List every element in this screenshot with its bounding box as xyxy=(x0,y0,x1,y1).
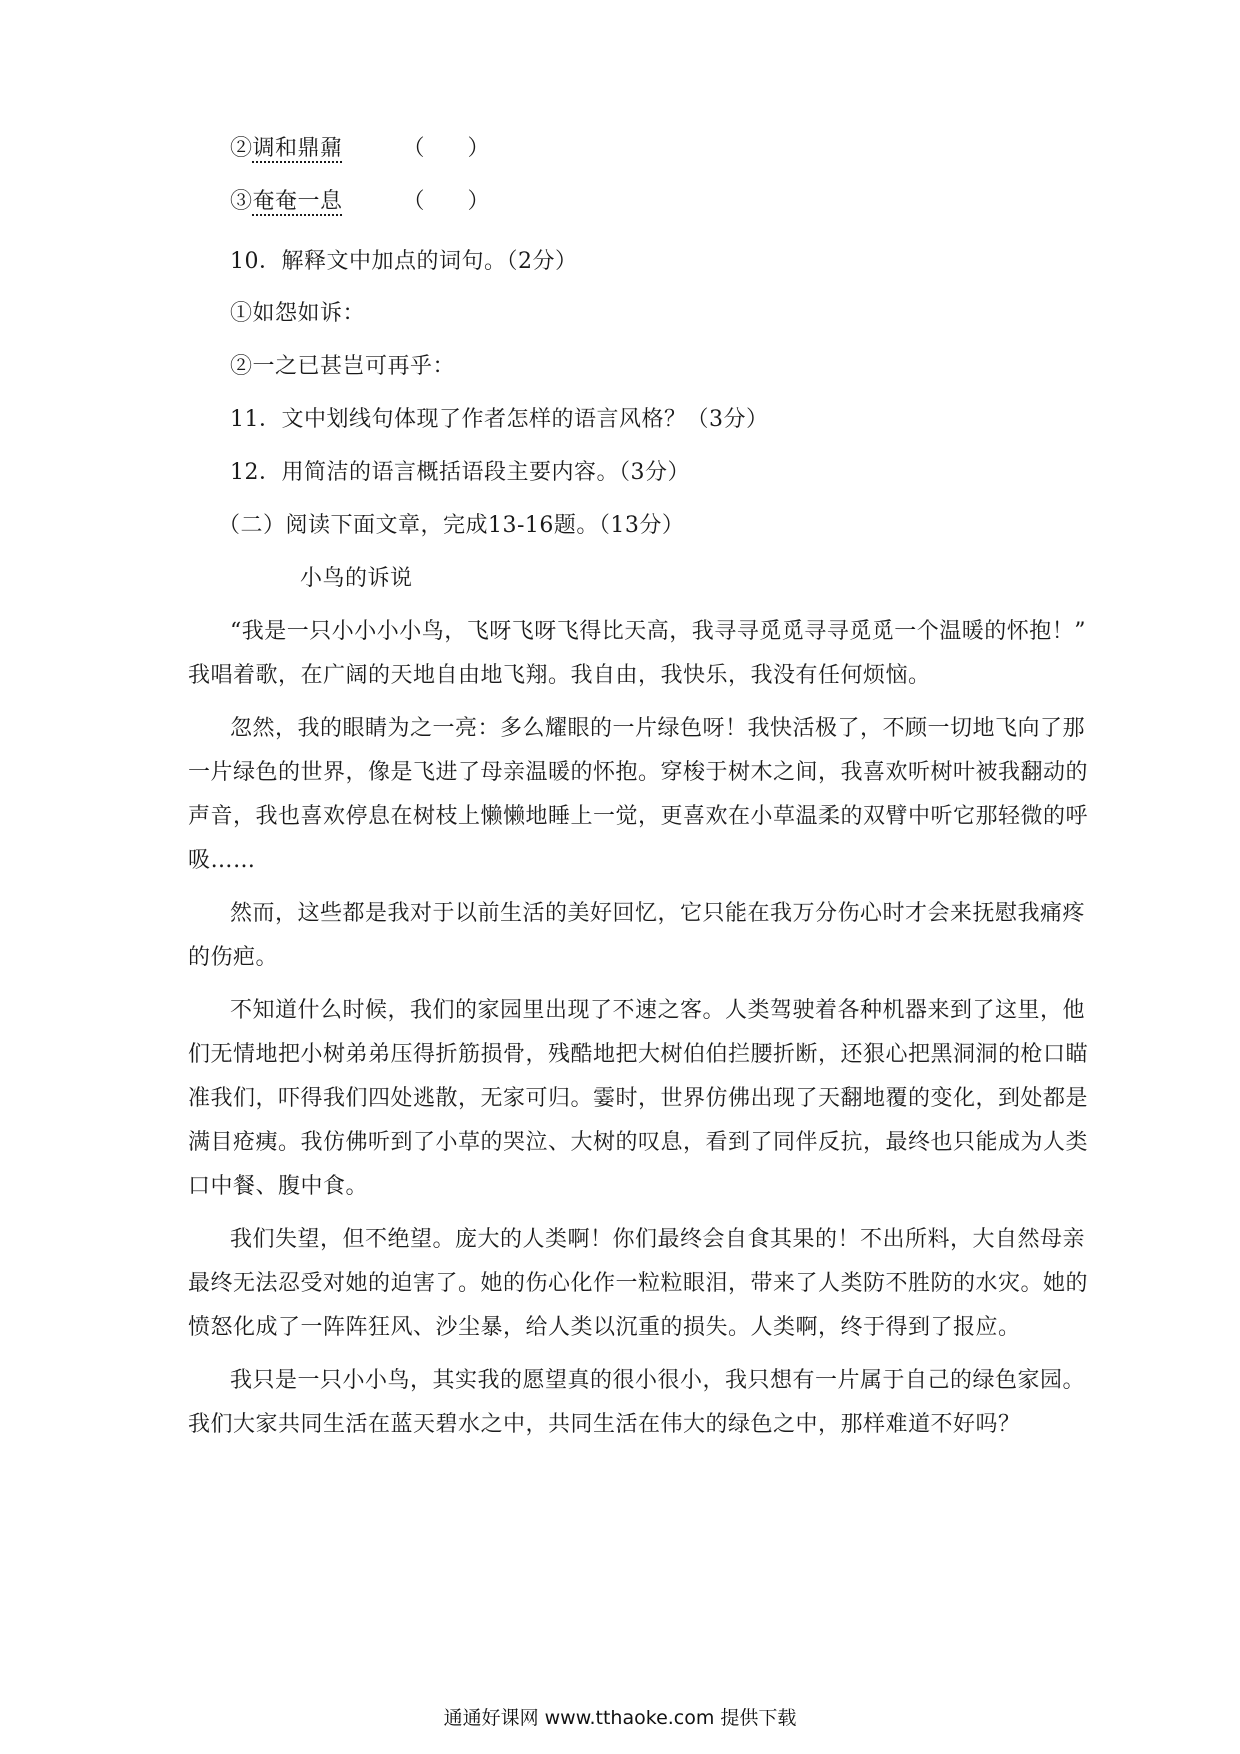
article-line: 我们失望，但不绝望。庞大的人类啊！你们最终会自食其果的！不出所料，大自然母亲 xyxy=(230,1227,1086,1252)
article-line: 我们大家共同生活在蓝天碧水之中，共同生活在伟大的绿色之中，那样难道不好吗？ xyxy=(188,1412,1021,1437)
article-title: 小鸟的诉说 xyxy=(300,566,413,591)
article-line: 准我们，吓得我们四处逃散，无家可归。霎时，世界仿佛出现了天翻地覆的变化，到处都是 xyxy=(188,1086,1089,1111)
q9-item-3-text: 奄奄一息 xyxy=(252,189,343,214)
article-line: 吸…… xyxy=(188,848,256,873)
question-10: 10．解释文中加点的词句。（2分） xyxy=(230,249,578,274)
page-footer: 通通好课网 www.tthaoke.com 提供下载 xyxy=(443,1707,797,1729)
article-line: 不知道什么时候，我们的家园里出现了不速之客。人类驾驶着各种机器来到了这里，他 xyxy=(230,998,1086,1023)
article-line: “我是一只小小小小鸟，飞呀飞呀飞得比天高，我寻寻觅觅寻寻觅觅一个温暖的怀抱！” xyxy=(230,619,1086,644)
question-12: 12．用简洁的语言概括语段主要内容。（3分） xyxy=(230,460,690,485)
q9-item-2-blank: （ ） xyxy=(402,136,508,161)
q9-item-3-blank: （ ） xyxy=(402,189,508,214)
article-line: 的伤疤。 xyxy=(188,945,279,970)
article-line: 我只是一只小小鸟，其实我的愿望真的很小很小，我只想有一片属于自己的绿色家园。 xyxy=(230,1368,1086,1393)
article-line: 们无情地把小树弟弟压得折筋损骨，残酷地把大树伯伯拦腰折断，还狠心把黑洞洞的枪口瞄 xyxy=(188,1042,1089,1067)
article-line: 忽然，我的眼睛为之一亮：多么耀眼的一片绿色呀！我快活极了，不顾一切地飞向了那 xyxy=(230,716,1086,741)
article-line: 声音，我也喜欢停息在树枝上懒懒地睡上一觉，更喜欢在小草温柔的双臂中听它那轻微的呼 xyxy=(188,804,1089,829)
question-10-item-1: ①如怨如诉： xyxy=(230,301,366,326)
article-line: 一片绿色的世界，像是飞进了母亲温暖的怀抱。穿梭于树木之间，我喜欢听树叶被我翻动的 xyxy=(188,760,1089,785)
q9-item-3-prefix: ③ xyxy=(230,189,253,214)
article-line: 然而，这些都是我对于以前生活的美好回忆，它只能在我万分伤心时才会来抚慰我痛疼 xyxy=(230,901,1086,926)
section-2-heading: （二）阅读下面文章，完成13-16题。（13分） xyxy=(218,513,685,538)
article-line: 愤怒化成了一阵阵狂风、沙尘暴，给人类以沉重的损失。人类啊，终于得到了报应。 xyxy=(188,1315,1021,1340)
q9-item-3 xyxy=(230,186,508,218)
q9-item-2 xyxy=(230,133,508,165)
question-10-item-2: ②一之已甚岂可再乎： xyxy=(230,354,456,379)
q9-item-2-text: 调和鼎鼐 xyxy=(252,136,343,161)
article-line: 满目疮痍。我仿佛听到了小草的哭泣、大树的叹息，看到了同伴反抗，最终也只能成为人类 xyxy=(188,1130,1089,1155)
article-line: 最终无法忍受对她的迫害了。她的伤心化作一粒粒眼泪，带来了人类防不胜防的水灾。她的 xyxy=(188,1271,1089,1296)
question-11: 11．文中划线句体现了作者怎样的语言风格？（3分） xyxy=(230,407,769,432)
q9-item-2-prefix: ② xyxy=(230,136,253,161)
article-line: 我唱着歌，在广阔的天地自由地飞翔。我自由，我快乐，我没有任何烦恼。 xyxy=(188,663,931,688)
article-line: 口中餐、腹中食。 xyxy=(188,1174,369,1199)
